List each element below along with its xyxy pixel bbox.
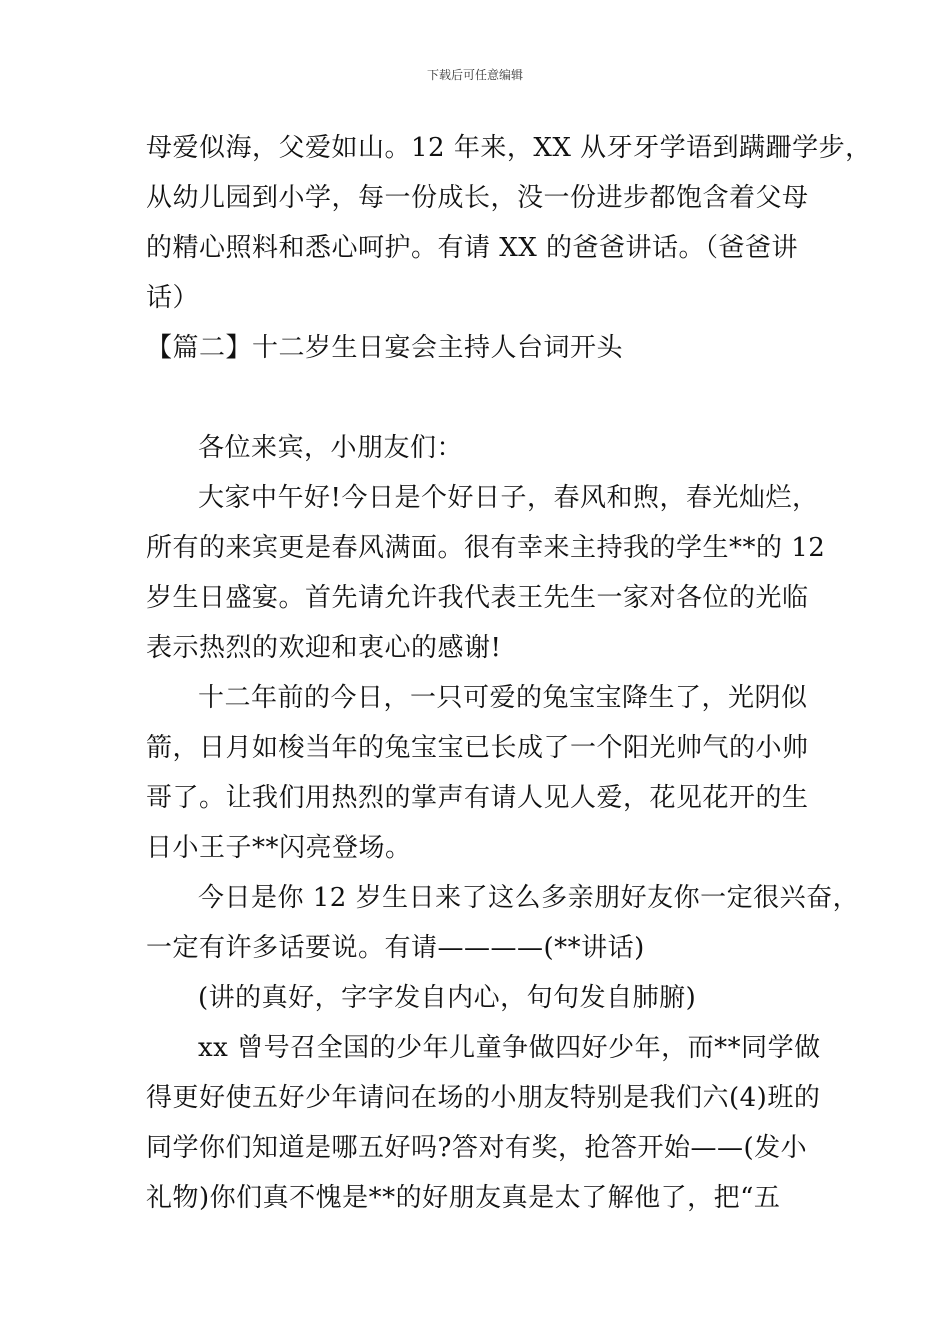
text-line: 母爱似海，父爱如山。12 年来，XX 从牙牙学语到蹒跚学步， bbox=[146, 133, 872, 163]
text-line: 日小王子**闪亮登场。 bbox=[146, 833, 412, 863]
text-line: 同学你们知道是哪五好吗?答对有奖，抢答开始——(发小 bbox=[146, 1133, 808, 1163]
text-line: (讲的真好，字字发自内心，句句发自肺腑) bbox=[198, 983, 697, 1013]
text-line: 十二年前的今日，一只可爱的兔宝宝降生了，光阴似 bbox=[198, 683, 808, 713]
section-heading: 【篇二】十二岁生日宴会主持人台词开头 bbox=[146, 333, 624, 363]
text-line: 大家中午好!今日是个好日子，春风和煦，春光灿烂， bbox=[198, 483, 819, 513]
text-line: 的精心照料和悉心呵护。有请 XX 的爸爸讲话。（爸爸讲 bbox=[146, 233, 799, 263]
text-line: xx 曾号召全国的少年儿童争做四好少年，而**同学做 bbox=[198, 1033, 821, 1063]
text-line: 表示热烈的欢迎和衷心的感谢! bbox=[146, 633, 502, 663]
text-line: 话） bbox=[146, 283, 200, 313]
page-header: 下载后可任意编辑 bbox=[426, 68, 523, 82]
text-line: 哥了。让我们用热烈的掌声有请人见人爱，花见花开的生 bbox=[146, 783, 809, 813]
document-body bbox=[146, 126, 872, 1226]
salutation-line: 各位来宾，小朋友们： bbox=[198, 433, 464, 463]
text-line: 箭，日月如梭当年的兔宝宝已长成了一个阳光帅气的小帅 bbox=[146, 733, 809, 763]
text-line: 一定有许多话要说。有请————(**讲话) bbox=[146, 933, 645, 963]
text-line: 所有的来宾更是春风满面。很有幸来主持我的学生**的 12 bbox=[146, 533, 826, 563]
text-line: 得更好使五好少年请问在场的小朋友特别是我们六(4)班的 bbox=[146, 1083, 821, 1113]
text-line: 今日是你 12 岁生日来了这么多亲朋好友你一定很兴奋， bbox=[198, 883, 860, 913]
blank-line bbox=[146, 376, 816, 426]
text-line: 岁生日盛宴。首先请允许我代表王先生一家对各位的光临 bbox=[146, 583, 809, 613]
text-line: 从幼儿园到小学，每一份成长，没一份进步都饱含着父母 bbox=[146, 183, 809, 213]
text-line: 礼物)你们真不愧是**的好朋友真是太了解他了，把“五 bbox=[146, 1183, 781, 1213]
